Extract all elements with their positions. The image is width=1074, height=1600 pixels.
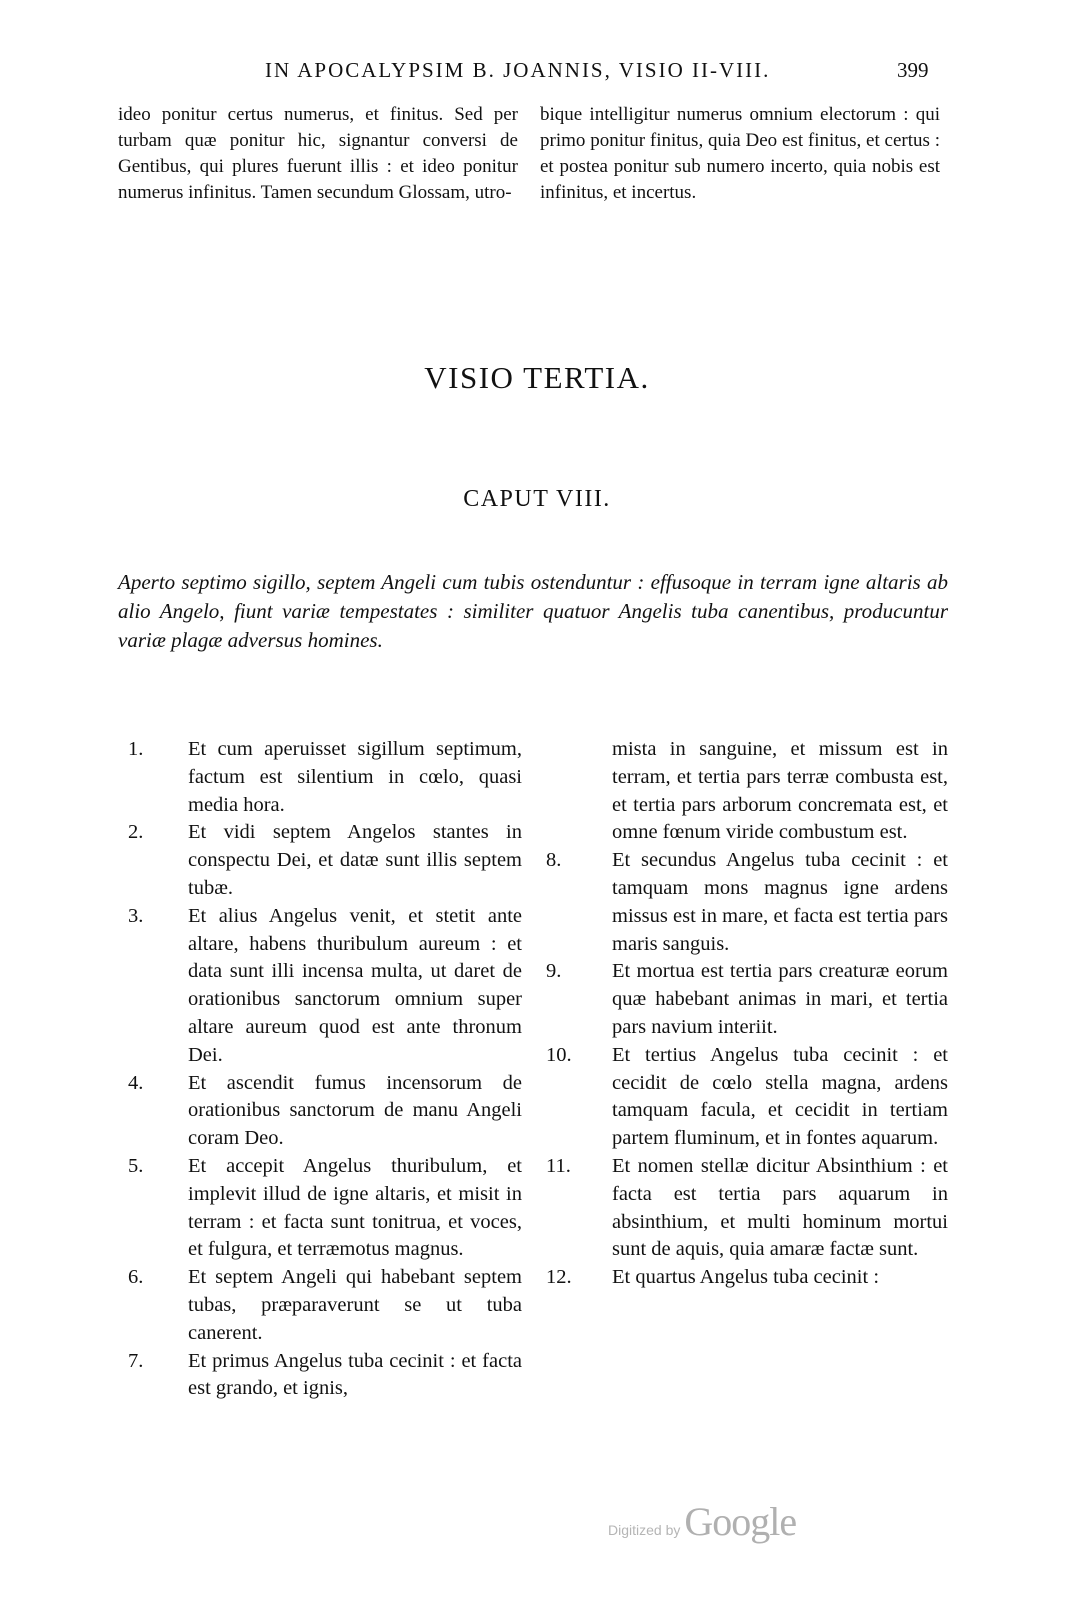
verse-number: 1.	[128, 738, 144, 760]
verse-text: Et cum aperuisset sigillum septimum, factum est silentium in cœlo, quasi media hora.	[188, 738, 522, 816]
verse-number: 7.	[128, 1349, 144, 1372]
verse-number: 5.	[128, 1154, 144, 1177]
verse-text: Et tertius Angelus tuba cecinit : et cecidit de cœlo stella magna, ardens tamquam facula, et cecidit in tertiam partem fluminum, et in fontes aquarum.	[612, 1043, 948, 1150]
verse-text: Et accepit Angelus thuribulum, et implevit illud de igne altaris, et misit in terram : et facta sunt tonitrua, et voces, et fulgura, et terræmotus magnus.	[188, 1154, 522, 1261]
verse-text: mista in sanguine, et missum est in terram, et tertia pars terræ combusta est, et tertia pars arborum concremata est, et omne fœnum viride combustum est.	[612, 738, 948, 844]
verse-number: 8.	[546, 849, 562, 872]
section-title: VISIO TERTIA.	[424, 360, 650, 395]
verse	[128, 1153, 548, 1264]
verse-number: 2.	[128, 821, 144, 844]
page-header	[0, 58, 1074, 94]
page-number: 399	[897, 58, 929, 82]
verse-text: Et nomen stellæ dicitur Absinthium : et facta est tertia pars aquarum in absinthium, et multi hominum mortui sunt de aquis, quia amaræ factæ sunt.	[612, 1154, 948, 1261]
verse	[546, 1153, 966, 1264]
top-text-right: bique intelligitur numerus omnium electorum : qui primo ponitur finitus, quia Deo est finitus, et certus : et postea ponitur sub numero incerto, quia nobis est infinitus, et incertus.	[540, 104, 940, 203]
verse	[128, 736, 548, 819]
verse-text: Et mortua est tertia pars creaturæ eorum quæ habebant animas in mari, et tertia pars navium interiit.	[612, 960, 948, 1038]
running-title: IN APOCALYPSIM B. JOANNIS, VISIO II-VIII.	[265, 58, 771, 82]
google-wordmark: Google	[684, 1499, 797, 1544]
verse-text: Et secundus Angelus tuba cecinit : et tamquam mons magnus igne ardens missus est in mare, et facta est tertia pars maris sanguis.	[612, 849, 948, 955]
verse	[546, 1264, 966, 1292]
verse	[546, 958, 966, 1041]
chapter-title: CAPUT VIII.	[463, 486, 611, 512]
verses-left-column	[128, 736, 548, 1403]
verse-number: 11.	[546, 1154, 571, 1177]
verse-number: 12.	[546, 1266, 572, 1289]
verse	[546, 1042, 966, 1153]
verse	[546, 847, 966, 958]
verse	[128, 1264, 548, 1347]
verse-text: Et quartus Angelus tuba cecinit :	[612, 1266, 880, 1289]
verse-text: Et alius Angelus venit, et stetit ante altare, habens thuribulum aureum : et data sunt illi incensa multa, ut daret de orationibus sanctorum omnium super altare aureum quod est ante thronum Dei.	[188, 904, 522, 1066]
verse-text: Et vidi septem Angelos stantes in conspectu Dei, et datæ sunt illis septem tubæ.	[188, 821, 522, 899]
verse	[128, 1070, 548, 1153]
verse-number: 3.	[128, 904, 144, 927]
top-text-left: ideo ponitur certus numerus, et finitus. Sed per turbam quæ ponitur hic, signantur conversi de Gentibus, qui plures fuerunt illis : et ideo ponitur numerus infinitus. Tamen secundum Glossam, utro-	[118, 104, 518, 203]
verse-number: 10.	[546, 1043, 572, 1066]
top-text-right-column	[540, 102, 940, 206]
verse-number: 6.	[128, 1266, 144, 1289]
chapter-summary: Aperto septimo sigillo, septem Angeli cum tubis ostenduntur : effusoque in terram igne altaris ab alio Angelo, fiunt variæ tempestates : similiter quatuor Angelis tuba canentibus, producuntur variæ plagæ adversus homines.	[118, 570, 948, 652]
digitization-watermark	[608, 1498, 796, 1546]
digitized-by-label: Digitized by	[608, 1522, 681, 1538]
verse	[128, 1348, 548, 1404]
verse	[128, 903, 548, 1070]
verses-right-column	[546, 736, 966, 1292]
verse-text: Et ascendit fumus incensorum de orationibus sanctorum de manu Angeli coram Deo.	[188, 1071, 522, 1150]
verse-text: Et septem Angeli qui habebant septem tubas, præparaverunt se ut tuba canerent.	[188, 1266, 522, 1344]
verse-text: Et primus Angelus tuba cecinit : et facta est grando, et ignis,	[188, 1349, 522, 1400]
verse-continuation	[546, 736, 966, 847]
verse-number: 9.	[546, 960, 562, 983]
top-text-left-column	[118, 102, 518, 206]
verse-number: 4.	[128, 1071, 144, 1094]
verse	[128, 819, 548, 902]
